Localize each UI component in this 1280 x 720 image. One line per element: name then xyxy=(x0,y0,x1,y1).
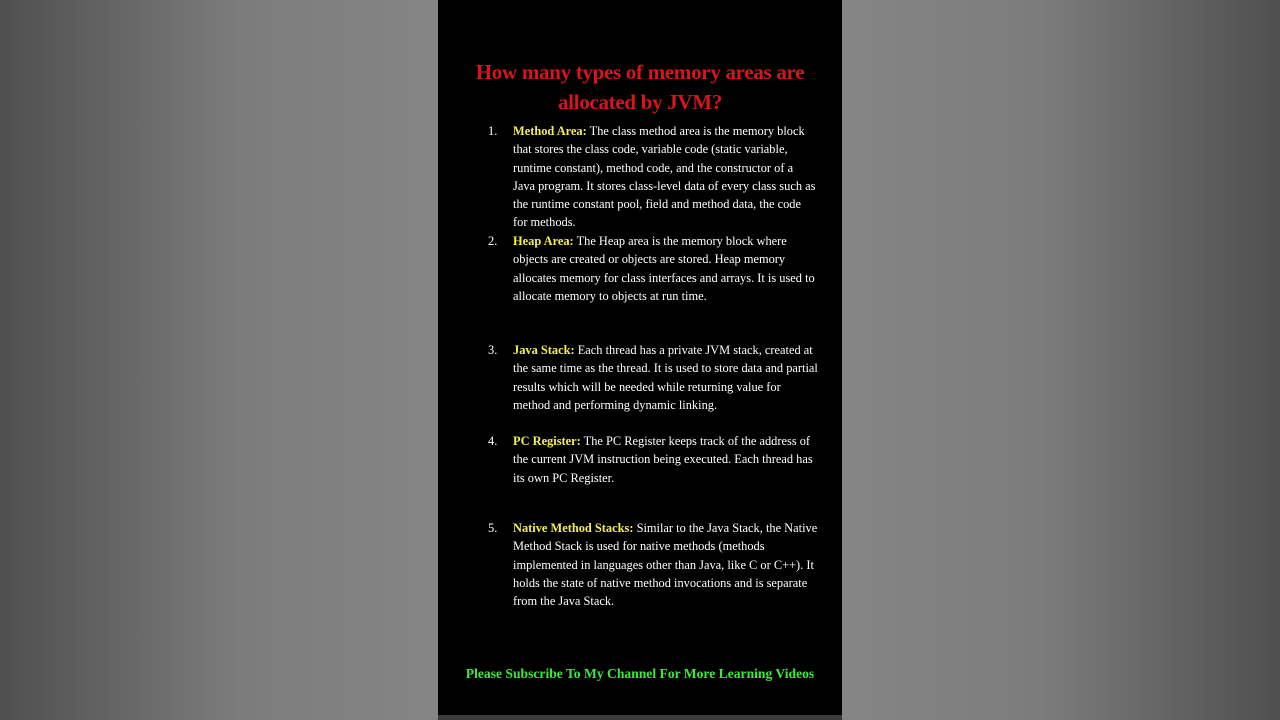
item-body xyxy=(513,519,818,610)
item-number: 2. xyxy=(488,234,498,248)
item-text: The PC Register keeps track of the address of the current JVM instruction being executed. Each thread has its own PC Register. xyxy=(513,434,813,485)
item-body xyxy=(513,432,818,487)
blurred-background-left xyxy=(0,0,438,720)
blurred-background-right xyxy=(842,0,1280,720)
item-number: 1. xyxy=(488,124,498,138)
item-term: Method Area: xyxy=(513,124,587,138)
item-term: Native Method Stacks: xyxy=(513,521,634,535)
item-body xyxy=(513,122,818,232)
title-line-1: How many types of memory areas are xyxy=(475,60,805,84)
item-text: Each thread has a private JVM stack, created at the same time as the thread. It is used to store data and partial results which will be needed while returning value for method and performing dynamic linking. xyxy=(513,343,818,412)
item-body xyxy=(513,232,818,305)
title-line-2: allocated by JVM? xyxy=(557,90,723,114)
item-text: The class method area is the memory block that stores the class code, variable code (static variable, runtime constant), method code, and the constructor of a Java program. It stores class-level data of every class such as the runtime constant pool, field and method data, the code for methods. xyxy=(513,124,816,230)
list-item-pc-register xyxy=(488,432,818,487)
list-item-heap-area xyxy=(488,232,818,305)
item-term: PC Register: xyxy=(513,434,581,448)
page-title xyxy=(438,57,842,117)
item-term: Heap Area: xyxy=(513,234,574,248)
item-number: 3. xyxy=(488,343,498,357)
video-frame xyxy=(438,0,842,715)
item-number: 4. xyxy=(488,434,498,448)
bottom-edge xyxy=(438,715,842,720)
list-item-method-area xyxy=(488,122,818,232)
list-item-java-stack xyxy=(488,341,818,414)
item-text: Similar to the Java Stack, the Native Method Stack is used for native methods (methods implemented in languages other than Java, like C or C++). It holds the state of native method invocations and is separate from the Java Stack. xyxy=(513,521,818,609)
item-term: Java Stack: xyxy=(513,343,575,357)
item-number: 5. xyxy=(488,521,498,535)
subscribe-message: Please Subscribe To My Channel For More Learning Videos xyxy=(465,666,815,681)
item-text: The Heap area is the memory block where objects are created or objects are stored. Heap memory allocates memory for class interfaces and arrays. It is used to allocate memory to objects at run time. xyxy=(513,234,815,303)
list-item-native-method-stacks xyxy=(488,519,818,610)
item-body xyxy=(513,341,818,414)
